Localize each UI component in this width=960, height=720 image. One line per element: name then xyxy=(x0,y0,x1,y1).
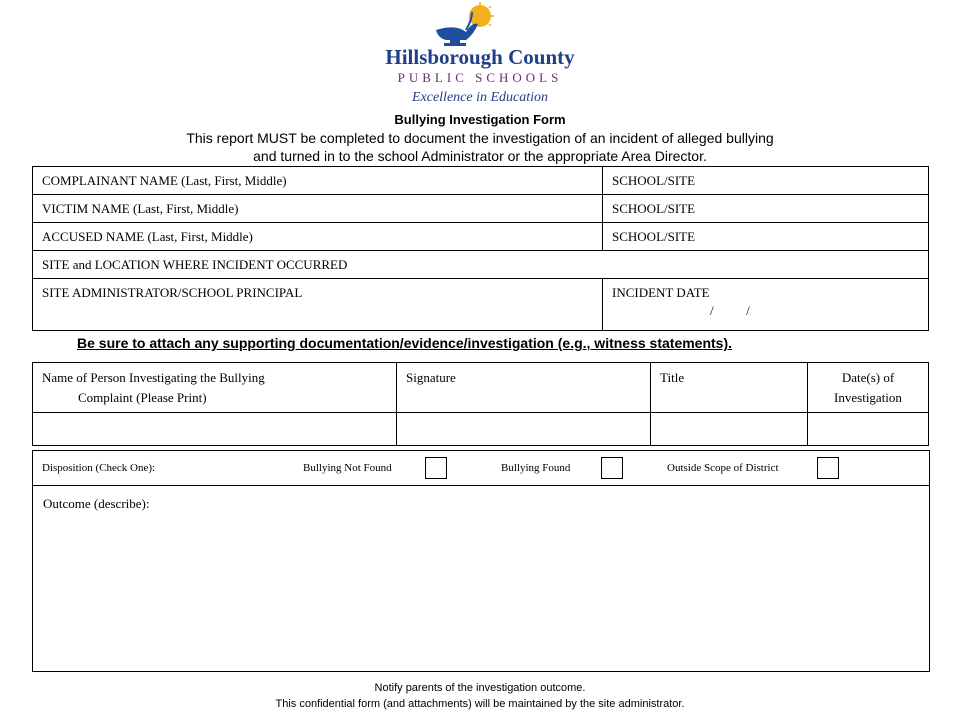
investigator-header-row xyxy=(33,363,929,413)
accused-row xyxy=(33,223,929,251)
victim-school-label: SCHOOL/SITE xyxy=(612,201,696,216)
accused-name-label: ACCUSED NAME (Last, First, Middle) xyxy=(42,229,253,244)
incident-location-field[interactable] xyxy=(33,251,929,279)
intro-line-1: This report MUST be completed to document the investigation of an incident of alleged bullying xyxy=(186,130,774,146)
complainant-name-field[interactable] xyxy=(33,167,603,195)
complainant-name-label: COMPLAINANT NAME (Last, First, Middle) xyxy=(42,173,287,188)
complainant-school-label: SCHOOL/SITE xyxy=(612,173,696,188)
disposition-outcome-box xyxy=(32,450,930,672)
outside-scope-checkbox[interactable] xyxy=(817,457,839,479)
title-input[interactable] xyxy=(651,413,808,446)
site-administrator-field[interactable] xyxy=(33,279,603,331)
option-outside-scope-label: Outside Scope of District xyxy=(667,462,779,474)
accused-school-label: SCHOOL/SITE xyxy=(612,229,696,244)
title-header: Title xyxy=(651,363,808,413)
logo-line2: PUBLIC SCHOOLS xyxy=(397,70,563,85)
investigation-dates-label-2: Investigation xyxy=(834,390,902,405)
incident-date-field[interactable] xyxy=(603,279,929,331)
footer-line-2: This confidential form (and attachments) will be maintained by the site administrator. xyxy=(275,698,685,710)
incident-date-separators: / / xyxy=(710,303,750,318)
investigator-name-header xyxy=(33,363,397,413)
district-logo xyxy=(360,2,600,108)
incident-info-table xyxy=(32,166,929,331)
incident-date-label: INCIDENT DATE xyxy=(612,285,710,300)
option-found-label: Bullying Found xyxy=(501,462,571,474)
investigation-dates-input[interactable] xyxy=(808,413,929,446)
investigator-table xyxy=(32,362,929,446)
accused-name-field[interactable] xyxy=(33,223,603,251)
victim-school-field[interactable] xyxy=(603,195,929,223)
attachment-notice: Be sure to attach any supporting documentation/evidence/investigation (e.g., witness statements). xyxy=(77,335,733,351)
disposition-row xyxy=(33,451,929,486)
outcome-input-area[interactable] xyxy=(33,486,929,671)
investigation-dates-header xyxy=(808,363,929,413)
incident-location-label: SITE and LOCATION WHERE INCIDENT OCCURRED xyxy=(42,257,348,272)
investigator-name-label-2: Complaint (Please Print) xyxy=(78,390,207,405)
signature-header: Signature xyxy=(397,363,651,413)
victim-name-label: VICTIM NAME (Last, First, Middle) xyxy=(42,201,239,216)
investigator-entry-row xyxy=(33,413,929,446)
disposition-label: Disposition (Check One): xyxy=(42,462,156,474)
complainant-row xyxy=(33,167,929,195)
footer-line-1: Notify parents of the investigation outcome. xyxy=(374,682,586,694)
complainant-school-field[interactable] xyxy=(603,167,929,195)
logo-line1: Hillsborough County xyxy=(385,45,575,69)
victim-name-field[interactable] xyxy=(33,195,603,223)
form-title: Bullying Investigation Form xyxy=(394,112,566,127)
found-checkbox[interactable] xyxy=(601,457,623,479)
signature-input[interactable] xyxy=(397,413,651,446)
accused-school-field[interactable] xyxy=(603,223,929,251)
administrator-row xyxy=(33,279,929,331)
site-administrator-label: SITE ADMINISTRATOR/SCHOOL PRINCIPAL xyxy=(42,285,303,300)
victim-row xyxy=(33,195,929,223)
investigator-name-label-1: Name of Person Investigating the Bullying xyxy=(42,370,265,385)
investigation-dates-label-1: Date(s) of xyxy=(841,370,895,385)
logo-line3: Excellence in Education xyxy=(411,90,549,105)
intro-line-2: and turned in to the school Administrator or the appropriate Area Director. xyxy=(253,148,707,164)
outcome-label: Outcome (describe): xyxy=(43,496,150,511)
not-found-checkbox[interactable] xyxy=(425,457,447,479)
option-not-found-label: Bullying Not Found xyxy=(303,462,392,474)
investigator-name-input[interactable] xyxy=(33,413,397,446)
location-row xyxy=(33,251,929,279)
